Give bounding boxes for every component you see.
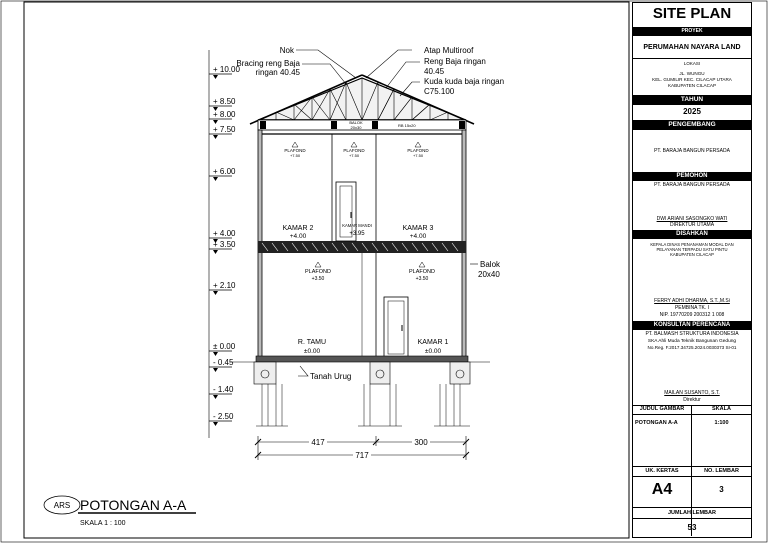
proyek-name: PERUMAHAN NAYARA LAND	[643, 44, 741, 51]
plafond-label: PLAFOND	[409, 269, 435, 275]
konsultan-signatory-title: Direktur	[683, 397, 701, 403]
annotation-atap: Atap Multiroof	[424, 46, 474, 55]
plafond-label: PLAFOND	[407, 148, 429, 153]
skala-label: SKALA	[712, 406, 731, 412]
dimension-label: 417	[311, 438, 325, 447]
tahun-label: TAHUN	[633, 95, 751, 105]
floor-slab	[258, 241, 466, 253]
judul-label: JUDUL GAMBAR	[639, 406, 685, 412]
bedroom-door	[384, 297, 408, 358]
pengembang-label: PENGEMBANG	[633, 120, 751, 130]
annotation-balok: 20x40	[478, 270, 500, 279]
pemohon-signatory-title: DIREKTUR UTAMA	[669, 222, 715, 228]
room-name: KAMAR 2	[282, 225, 314, 232]
disahkan-line: PELAYANAN TERPADU SATU PINTU	[656, 247, 728, 252]
annotation-kuda: C75.100	[424, 87, 455, 96]
plafond-level: +3.50	[311, 276, 325, 282]
plafond-label: PLAFOND	[343, 148, 365, 153]
no-lembar-value: 3	[719, 485, 724, 494]
pemohon-value: PT. BARAJA BANGUN PERSADA	[654, 182, 730, 188]
plafond-level: +7.50	[412, 153, 424, 158]
konsultan-signatory: MAILAN SUSANTO, S.T.	[664, 390, 720, 396]
level-label: + 2.10	[213, 281, 236, 290]
annotation-reng: Reng Baja ringan	[424, 57, 486, 66]
annotation-bracing: ringan 40.45	[255, 68, 300, 77]
jumlah-label: JUMLAH LEMBAR	[668, 510, 716, 516]
uk-kertas-value: A4	[651, 481, 673, 498]
plafond-marker-icon	[292, 142, 298, 147]
plafond-label: PLAFOND	[305, 269, 331, 275]
room-level: +4.00	[289, 233, 307, 240]
pengembang-value: PT. BARAJA BANGUN PERSADA	[654, 148, 730, 154]
annotation-nok: Nok	[279, 46, 294, 55]
level-label: + 8.00	[213, 110, 236, 119]
skala-value: 1:100	[714, 420, 729, 426]
sheet-title: SITE PLAN	[652, 5, 732, 22]
lokasi-line: KABUPATEN CILACAP	[667, 83, 717, 88]
konsultan-line: SKA Ahli Muda Teknik Bangunan Gedung	[647, 339, 737, 344]
room-level: ±0.00	[303, 348, 321, 355]
room-level: +4.00	[409, 233, 427, 240]
disahkan-line: KABUPATEN CILACAP	[670, 252, 714, 257]
disahkan-signatory: FERRY ADHI DHARMA, S.T.,M.Si	[654, 298, 730, 304]
plafond-marker-icon	[315, 262, 321, 267]
judul-value: POTONGAN A-A	[635, 420, 678, 426]
level-label: + 8.50	[213, 97, 236, 106]
uk-kertas-label: UK. KERTAS	[645, 468, 679, 474]
annotation-balok-small: BALOK	[349, 120, 363, 125]
title-block	[632, 2, 752, 538]
plafond-label: PLAFOND	[284, 148, 306, 153]
lokasi-label: LOKASI	[683, 61, 701, 66]
level-label: - 0.45	[213, 358, 234, 367]
drawing-scale: SKALA 1 : 100	[80, 520, 126, 527]
no-lembar-label: NO. LEMBAR	[704, 468, 739, 474]
dimension-label: 717	[355, 451, 369, 460]
foundations	[254, 362, 470, 426]
konsultan-line: PT. BALMASH STRUKTURA INDONESIA	[645, 331, 739, 337]
plafond-level: +7.50	[348, 153, 360, 158]
annotation-balok: Balok	[480, 260, 501, 269]
level-label: - 2.50	[213, 412, 234, 421]
plafond-marker-icon	[415, 142, 421, 147]
room-name: KAMAR 3	[402, 225, 434, 232]
pemohon-signatory: DWI ARIANI SASONGKO WATI	[656, 216, 728, 222]
annotation-balok-small: 20x30	[350, 125, 362, 130]
lokasi-line: KEL. GUMILIR KEC. CILACAP UTARA	[652, 77, 732, 82]
pemohon-label: PEMOHON	[633, 172, 751, 181]
level-label: ± 0.00	[213, 342, 236, 351]
drawing-title: POTONGAN A-A	[80, 497, 187, 513]
annotation-bracing: Bracing reng Baja	[236, 59, 300, 68]
level-staff	[209, 50, 240, 438]
konsultan-label: KONSULTAN PERENCANA	[633, 321, 751, 330]
disahkan-rank: PEMBINA TK. I	[674, 305, 710, 311]
konsultan-line: No.Reg. F.2017.34725.2024.0030373 SI-01	[647, 345, 737, 350]
annotation-rb: RB 15x20	[398, 123, 416, 128]
annotation-kuda: Kuda kuda baja ringan	[424, 77, 505, 86]
level-label: + 10.00	[213, 65, 240, 74]
ars-logo-text: ARS	[53, 501, 71, 510]
proyek-label: PROYEK	[633, 27, 751, 36]
tahun-value: 2025	[683, 107, 701, 116]
level-label: - 1.40	[213, 385, 234, 394]
level-label: + 6.00	[213, 167, 236, 176]
plafond-marker-icon	[351, 142, 357, 147]
room-level: +3.95	[349, 231, 365, 237]
level-label: + 7.50	[213, 125, 236, 134]
dimension-lines	[255, 436, 469, 460]
room-level: ±0.00	[424, 348, 442, 355]
disahkan-label: DISAHKAN	[633, 230, 751, 239]
disahkan-nip: NIP. 19770209 200312 1 008	[659, 312, 725, 318]
plafond-level: +3.50	[415, 276, 429, 282]
room-name: KAMAR MANDI	[342, 223, 372, 228]
plafond-marker-icon	[419, 262, 425, 267]
drawing-title-block	[44, 496, 196, 527]
annotation-tanah: Tanah Urug	[310, 372, 352, 381]
room-name: R. TAMU	[297, 339, 327, 346]
annotation-reng: 40.45	[424, 67, 445, 76]
lokasi-line: JL. WUNGU	[679, 71, 705, 76]
level-label: + 4.00	[213, 229, 236, 238]
ground-floor	[230, 356, 490, 362]
room-name: KAMAR 1	[417, 339, 449, 346]
disahkan-line: KEPALA DINAS PENANAMAN MODAL DAN	[650, 242, 734, 247]
dimension-label: 300	[414, 438, 428, 447]
level-label: + 3.50	[213, 240, 236, 249]
plafond-level: +7.50	[289, 153, 301, 158]
jumlah-value: 53	[687, 523, 697, 532]
